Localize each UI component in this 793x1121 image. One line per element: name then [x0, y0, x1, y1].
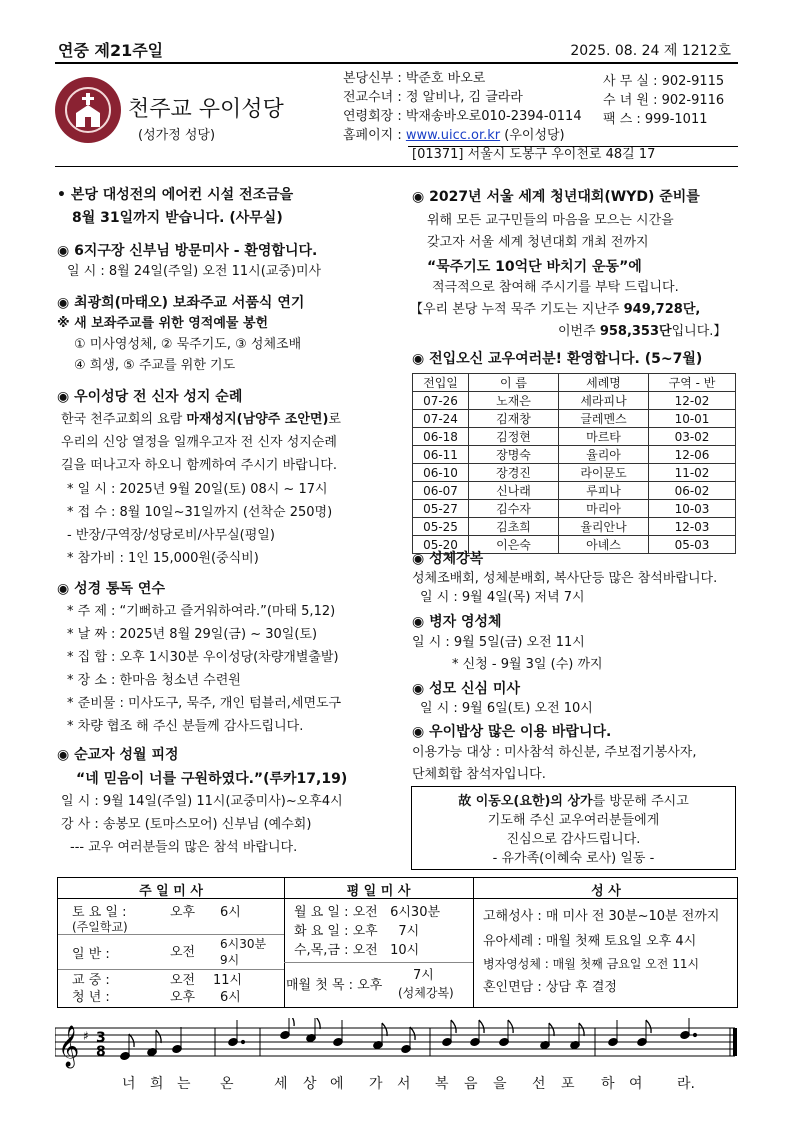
lyric-syllable: 라.	[677, 1076, 695, 1092]
newcomer-district: 12-06	[649, 446, 736, 464]
condolence-line4: - 유가족(이혜숙 로사) 일동 -	[492, 851, 655, 866]
newcomer-district: 12-03	[649, 518, 736, 536]
newcomer-baptismal: 마르타	[559, 428, 649, 446]
sacrament-confession: 고해성사 : 매 미사 전 30분~10분 전까지	[483, 909, 720, 924]
newcomer-name: 노재은	[469, 392, 559, 410]
ordination-offering: ※ 새 보좌주교를 위한 영적예물 봉헌	[57, 316, 269, 331]
lyric-syllable: 세	[274, 1076, 288, 1092]
note-flag	[129, 1034, 134, 1047]
parish-name: 천주교 우이성당	[128, 97, 284, 122]
note-flag	[451, 1020, 456, 1033]
wyd-campaign: “묵주기도 10억단 바치기 운동”에	[427, 259, 642, 275]
newcomer-name: 김수자	[469, 500, 559, 518]
table-row	[413, 392, 736, 410]
contact-convent: 수 녀 원 : 902-9116	[603, 93, 725, 108]
wyd-line2: 갖고자 서울 세계 청년대회 개최 전까지	[427, 235, 649, 250]
retreat-quote: “네 믿음이 너를 구원하였다.”(루카17,19)	[76, 771, 348, 787]
sun-divider1	[58, 934, 284, 935]
section-bible-title: ◉ 성경 통독 연수	[57, 581, 165, 597]
lyric-syllable: 포	[561, 1076, 575, 1092]
treble-clef-icon: 𝄞	[58, 1026, 80, 1067]
bible-date: * 날 짜 : 2025년 8월 29일(금) ~ 30일(토)	[67, 627, 318, 642]
newcomer-name: 김재창	[469, 410, 559, 428]
table-row	[413, 446, 736, 464]
contact-fax: 팩 스 : 999-1011	[603, 112, 708, 127]
sun-sat-sub: (주일학교)	[72, 920, 128, 934]
section-marian-title: ◉ 성모 신심 미사	[412, 681, 520, 697]
condolence-line3: 진심으로 감사드립니다.	[506, 832, 641, 847]
sun-sat-time: 6시	[220, 905, 241, 920]
lyric-syllable: 희	[150, 1076, 164, 1092]
note-flag	[549, 1023, 554, 1036]
bible-thanks: * 차량 협조 해 주신 분들께 감사드립니다.	[67, 719, 304, 734]
homepage-link[interactable]: www.uicc.or.kr	[405, 128, 501, 143]
newcomer-baptismal: 마리아	[559, 500, 649, 518]
section-retreat-title: ◉ 순교자 성월 피정	[57, 747, 179, 763]
table-row	[413, 500, 736, 518]
col-name: 이 름	[469, 374, 559, 392]
sun-gen-ampm: 오전	[170, 945, 196, 960]
newcomer-date: 05-27	[413, 500, 469, 518]
note-flag	[579, 1023, 584, 1036]
sun-sat-ampm: 오후	[170, 905, 196, 920]
note-flag	[382, 1023, 387, 1036]
contact-pastor: 본당신부 : 박준호 바오로	[343, 71, 486, 86]
lyric-syllable: 하	[601, 1076, 615, 1092]
header-divider	[55, 62, 738, 64]
table-row	[413, 482, 736, 500]
newcomer-name: 신나래	[469, 482, 559, 500]
week-first-thu: 매월 첫 목 : 오후	[286, 978, 383, 993]
bible-place: * 장 소 : 한마음 청소년 수련원	[67, 673, 241, 688]
newcomer-baptismal: 율리안나	[559, 518, 649, 536]
condolence-text: 를 방문해 주시고	[592, 794, 689, 809]
rosary-label: 【우리 본당 누적 묵주 기도는 지난주	[410, 302, 624, 317]
contact-office: 사 무 실 : 902-9115	[603, 74, 725, 89]
pilgrimage-site: 마재성지(남양주 조안면)	[186, 412, 329, 427]
pilgrimage-text-end: 로	[328, 412, 341, 427]
benediction-time: 일 시 : 9월 4일(목) 저녁 7시	[420, 590, 585, 605]
sun-divider2	[58, 969, 284, 970]
wyd-line4: 적극적으로 참여해 주시기를 부탁 드립니다.	[432, 280, 679, 295]
bible-meeting: * 집 합 : 오후 1시30분 우이성당(차량개별출발)	[67, 650, 339, 665]
newcomer-district: 10-01	[649, 410, 736, 428]
week-title: 연중 제21주일	[58, 41, 164, 60]
sick-communion-time: 일 시 : 9월 5일(금) 오전 11시	[412, 635, 585, 650]
newcomer-district: 05-03	[649, 536, 736, 554]
note-flag	[156, 1030, 161, 1043]
contact-homepage	[343, 127, 565, 144]
note-dot	[241, 1040, 244, 1043]
rosary-last-week-count: 949,728단,	[623, 302, 701, 317]
contact-divider	[55, 166, 738, 167]
newcomer-baptismal: 루피나	[559, 482, 649, 500]
lyric-syllable: 너	[122, 1076, 136, 1092]
sacrament-infant-baptism: 유아세례 : 매월 첫째 토요일 오후 4시	[483, 934, 697, 949]
address-divider	[408, 146, 738, 147]
contact-funeral: 연령회장 : 박재송바오로010-2394-0114	[343, 109, 582, 124]
sick-communion-apply: * 신청 - 9월 3일 (수) 까지	[452, 657, 603, 672]
table-row	[413, 464, 736, 482]
score-notes	[120, 1018, 697, 1061]
newcomer-district: 12-02	[649, 392, 736, 410]
pilgrimage-registration-place: - 반장/구역장/성당로비/사무실(평일)	[67, 528, 275, 543]
newcomer-date: 05-20	[413, 536, 469, 554]
lyric-syllable: 선	[532, 1076, 546, 1092]
bible-theme: * 주 제 : “기뻐하고 즐거워하여라.”(마태 5,12)	[67, 604, 336, 619]
lyric-syllable: 온	[220, 1076, 234, 1092]
ordination-offering-2: ④ 희생, ⑤ 주교를 위한 기도	[74, 358, 236, 373]
sun-youth-ampm: 오후	[170, 990, 196, 1005]
section-benediction-title: ◉ 성체강복	[412, 551, 484, 567]
week-wed-fri: 수,목,금 : 오전 10시	[294, 943, 420, 958]
homepage-suffix: (우이성당)	[500, 128, 565, 143]
parish-logo	[55, 77, 121, 143]
rosary-this-week	[558, 323, 726, 340]
week-divider	[284, 962, 473, 963]
newcomer-baptismal: 세라피나	[559, 392, 649, 410]
lyric-syllable: 가	[369, 1076, 383, 1092]
marian-time: 일 시 : 9월 6일(토) 오전 10시	[420, 701, 593, 716]
col-date: 전입일	[413, 374, 469, 392]
condolence-deceased: 故 이동오(요한)의 상가	[458, 794, 593, 809]
sun-youth-time: 6시	[220, 990, 241, 1005]
lyric-syllable: 에	[330, 1076, 344, 1092]
section-uibab-title: ◉ 우이밥상 많은 이용 바랍니다.	[412, 724, 612, 740]
church-icon	[65, 87, 111, 133]
retreat-speaker: 강 사 : 송봉모 (토마스모어) 신부님 (예수회)	[61, 817, 312, 832]
pilgrimage-line1	[61, 411, 341, 428]
pilgrimage-text: 한국 천주교회의 요람	[61, 412, 187, 427]
sun-main-label: 교 중 :	[72, 973, 110, 988]
table-row	[413, 410, 736, 428]
lyric-syllable: 음	[464, 1076, 478, 1092]
homepage-label: 홈페이지 :	[343, 128, 406, 143]
newcomer-date: 07-24	[413, 410, 469, 428]
uibab-line1: 이용가능 대상 : 미사참석 하신분, 주보접기봉사자,	[412, 745, 697, 760]
rosary-this-label: 이번주	[558, 324, 600, 339]
sacrament-sick: 병자영성체 : 매월 첫째 금요일 오전 11시	[483, 957, 700, 971]
note-flag	[646, 1020, 651, 1033]
sun-youth-label: 청 년 :	[72, 990, 110, 1005]
lyric-syllable: 서	[397, 1076, 411, 1092]
week-mon: 월 요 일 : 오전 6시30분	[294, 905, 441, 920]
week-first-thu-time: 7시	[413, 968, 434, 983]
condolence-line2: 기도해 주신 교우여러분들에게	[487, 813, 660, 828]
lyric-syllable: 는	[177, 1076, 191, 1092]
note-flag	[289, 1018, 294, 1026]
key-sharp-icon: ♯	[83, 1029, 89, 1043]
mass-schedule	[57, 877, 738, 1008]
newcomer-date: 06-18	[413, 428, 469, 446]
time-signature-bottom: 8	[96, 1044, 106, 1060]
week-tue: 화 요 일 : 오후 7시	[294, 924, 420, 939]
note-dot	[693, 1033, 696, 1036]
sun-sat-label: 토 요 일 :	[72, 905, 127, 920]
rosary-end: 입니다.】	[671, 324, 727, 339]
note-flag	[508, 1020, 513, 1033]
parish-subtitle: (성가정 성당)	[138, 128, 216, 143]
newcomer-district: 06-02	[649, 482, 736, 500]
newcomer-baptismal: 율리아	[559, 446, 649, 464]
col-baptismal: 세례명	[559, 374, 649, 392]
visit-mass-time: 일 시 : 8월 24일(주일) 오전 11시(교중)미사	[67, 264, 322, 279]
newcomer-name: 김초희	[469, 518, 559, 536]
newcomer-date: 07-26	[413, 392, 469, 410]
rosary-last-week	[410, 301, 700, 318]
sun-gen-time1: 6시30분	[220, 937, 267, 951]
note-flag	[315, 1018, 320, 1029]
contact-sisters: 전교수녀 : 정 알비나, 김 글라라	[343, 90, 523, 105]
retreat-note: --- 교우 여러분들의 많은 참석 바랍니다.	[70, 840, 298, 855]
pilgrimage-date: * 일 시 : 2025년 9월 20일(토) 08시 ~ 17시	[67, 482, 328, 497]
table-row	[413, 518, 736, 536]
lyric-syllable: 여	[629, 1076, 643, 1092]
uibab-line2: 단체회합 참석자입니다.	[412, 767, 546, 782]
newcomer-baptismal: 라이문도	[559, 464, 649, 482]
section-wyd-title: ◉ 2027년 서울 세계 청년대회(WYD) 준비를	[412, 189, 700, 205]
newcomer-baptismal: 아녜스	[559, 536, 649, 554]
contact-address: [01371] 서울시 도봉구 우이천로 48길 17	[412, 147, 656, 162]
newcomer-baptismal: 글레멘스	[559, 410, 649, 428]
lyric-syllable: 을	[493, 1076, 507, 1092]
section-newcomers-title: ◉ 전입오신 교우여러분! 환영합니다. (5~7월)	[412, 351, 703, 367]
newcomers-header-row	[413, 374, 736, 392]
newcomer-date: 06-10	[413, 464, 469, 482]
table-row	[413, 428, 736, 446]
lyric-syllable: 복	[435, 1076, 449, 1092]
notice-aircon-line2: 8월 31일까지 받습니다. (사무실)	[72, 210, 283, 226]
newcomer-district: 03-02	[649, 428, 736, 446]
note-flag	[410, 1027, 415, 1040]
newcomer-district: 11-02	[649, 464, 736, 482]
newcomer-date: 06-11	[413, 446, 469, 464]
section-sick-communion-title: ◉ 병자 영성체	[412, 614, 502, 630]
newcomer-district: 10-03	[649, 500, 736, 518]
pilgrimage-line3: 길을 떠나고자 하오니 함께하여 주시기 바랍니다.	[61, 458, 337, 473]
sunday-mass-title: 주 일 미 사	[139, 884, 203, 899]
sacrament-title: 성 사	[591, 884, 621, 899]
section-visit-mass-title: ◉ 6지구장 신부님 방문미사 - 환영합니다.	[57, 243, 318, 259]
wyd-line1: 위해 모든 교구민들의 마음을 모으는 시간을	[427, 213, 674, 228]
newcomer-name: 장경진	[469, 464, 559, 482]
ordination-offering-1: ① 미사영성체, ② 묵주기도, ③ 성체조배	[74, 337, 302, 352]
sun-main-time: 11시	[213, 973, 243, 988]
pilgrimage-registration: * 접 수 : 8월 10일~31일까지 (선착순 250명)	[67, 505, 333, 520]
sun-gen-time2: 9시	[220, 953, 240, 967]
sun-gen-label: 일 반 :	[72, 947, 110, 962]
pilgrimage-fee: * 참가비 : 1인 15,000원(중식비)	[67, 551, 259, 566]
week-first-thu-sub: (성체강복)	[398, 986, 454, 1000]
section-pilgrimage-title: ◉ 우이성당 전 신자 성지 순례	[57, 389, 243, 405]
note-flag	[479, 1020, 484, 1033]
time-signature-top: 3	[96, 1030, 106, 1046]
notice-aircon-line1: • 본당 대성전의 에어컨 시설 전조금을	[57, 187, 294, 203]
newcomer-date: 06-07	[413, 482, 469, 500]
col-district: 구역 - 반	[649, 374, 736, 392]
music-score	[55, 1018, 738, 1070]
issue-date: 2025. 08. 24 제 1212호	[570, 43, 731, 59]
rosary-this-week-count: 958,353단	[599, 324, 672, 339]
sun-main-ampm: 오전	[170, 973, 196, 988]
retreat-date: 일 시 : 9월 14일(주일) 11시(교중미사)~오후4시	[61, 794, 343, 809]
weekday-mass-title: 평 일 미 사	[346, 884, 411, 899]
section-ordination-title: ◉ 최광희(마태오) 보좌주교 서품식 연기	[57, 295, 305, 311]
bible-items: * 준비물 : 미사도구, 묵주, 개인 텀블러,세면도구	[67, 696, 342, 711]
newcomers-table	[412, 373, 736, 554]
pilgrimage-line2: 우리의 신앙 열정을 일깨우고자 전 신자 성지순례	[61, 435, 337, 450]
sacrament-marriage: 혼인면담 : 상담 후 결정	[483, 980, 617, 995]
newcomer-name: 김정현	[469, 428, 559, 446]
newcomer-name: 장명숙	[469, 446, 559, 464]
lyric-syllable: 상	[303, 1076, 317, 1092]
condolence-line1	[411, 793, 736, 810]
newcomer-name: 이은숙	[469, 536, 559, 554]
benediction-line1: 성체조배회, 성체분배회, 복사단등 많은 참석바랍니다.	[412, 571, 718, 586]
newcomer-date: 05-25	[413, 518, 469, 536]
